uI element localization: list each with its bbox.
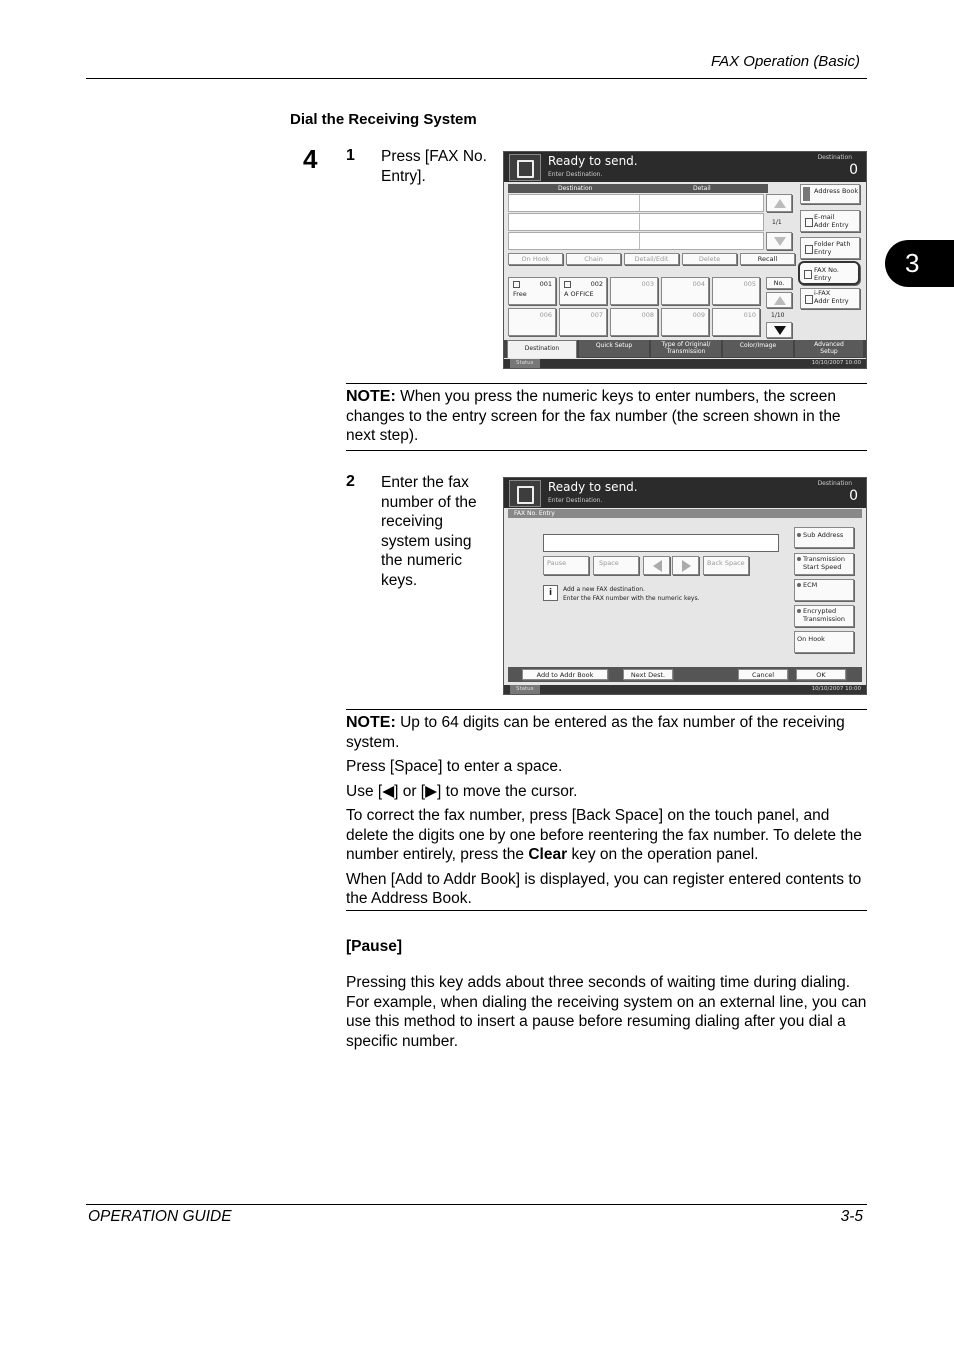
ifax-label-line2: Addr Entry bbox=[814, 297, 849, 305]
cursor-text-post: ] to move the cursor. bbox=[437, 782, 578, 800]
triangle-left-icon: ◀ bbox=[382, 782, 395, 800]
tab-color-image[interactable]: Color/Image bbox=[723, 340, 793, 357]
status-bar bbox=[504, 685, 866, 694]
status-button[interactable]: Status bbox=[510, 685, 540, 694]
list-scroll-up-button[interactable] bbox=[766, 194, 792, 212]
one-touch-number: 005 bbox=[743, 280, 756, 288]
encrypted-transmission-button[interactable] bbox=[794, 605, 854, 627]
tab-adv-line1: Advanced bbox=[814, 341, 844, 348]
indicator-dot-icon bbox=[797, 557, 801, 561]
ecm-label: ECM bbox=[803, 581, 818, 589]
fax-number-entry-screen bbox=[503, 477, 867, 695]
fax-icon bbox=[513, 281, 520, 288]
one-touch-number: 004 bbox=[692, 280, 705, 288]
tab-quick-setup[interactable]: Quick Setup bbox=[579, 340, 649, 357]
email-label-line1: E-mail bbox=[814, 213, 835, 221]
fax-no-entry-bar bbox=[508, 509, 862, 518]
destination-count: 0 bbox=[849, 162, 858, 178]
datetime: 10/10/2007 10:00 bbox=[811, 686, 861, 692]
arrow-down-icon bbox=[774, 237, 786, 246]
cancel-button[interactable]: Cancel bbox=[738, 669, 788, 680]
arrow-down-icon bbox=[774, 326, 786, 335]
destination-row[interactable] bbox=[508, 232, 764, 250]
fax-number-input[interactable] bbox=[543, 534, 779, 552]
fax-label-line2: Entry bbox=[814, 274, 832, 282]
col-detail: Detail bbox=[693, 185, 711, 192]
screen-title: Ready to send. bbox=[548, 480, 638, 494]
send-icon bbox=[509, 480, 541, 507]
destination-count: 0 bbox=[849, 488, 858, 504]
fax-no-entry-label: FAX No. Entry bbox=[514, 510, 555, 517]
enc-label-line2: Transmission bbox=[803, 615, 845, 623]
ifax-label-line1: i-FAX bbox=[814, 289, 831, 297]
one-touch-number: 007 bbox=[590, 311, 603, 319]
one-touch-name: A OFFICE bbox=[564, 290, 594, 298]
note2-top-rule bbox=[346, 709, 867, 710]
sub-address-button[interactable] bbox=[794, 527, 854, 548]
note1-bottom-rule bbox=[346, 450, 867, 451]
tab-destination[interactable]: Destination bbox=[507, 340, 577, 358]
arrow-up-icon bbox=[774, 296, 786, 305]
col-destination: Destination bbox=[558, 185, 593, 192]
note2-label: NOTE: bbox=[346, 714, 396, 731]
fax-destination-screen bbox=[503, 151, 867, 369]
one-touch-number: 003 bbox=[641, 280, 654, 288]
arrow-left-icon bbox=[653, 560, 662, 572]
destination-list-header bbox=[508, 184, 768, 193]
one-touch-scroll-down-button[interactable] bbox=[766, 322, 792, 338]
one-touch-key[interactable] bbox=[661, 308, 709, 336]
screen-subtitle: Enter Destination. bbox=[548, 497, 603, 504]
one-touch-key[interactable] bbox=[559, 277, 607, 305]
one-touch-key[interactable] bbox=[508, 277, 556, 305]
note2-addr-text: When [Add to Addr Book] is displayed, you can register entered contents to the Address Book. bbox=[346, 870, 862, 907]
pause-button[interactable]: Pause bbox=[543, 556, 589, 575]
footer-left: OPERATION GUIDE bbox=[88, 1208, 232, 1225]
address-book-label: Address Book bbox=[814, 187, 859, 195]
sub-address-label: Sub Address bbox=[803, 531, 844, 539]
indicator-dot-icon bbox=[797, 609, 801, 613]
folder-path-entry-button[interactable] bbox=[800, 237, 860, 259]
note2-cursor-text bbox=[346, 782, 867, 802]
triangle-right-icon: ▶ bbox=[425, 782, 438, 800]
send-icon bbox=[509, 154, 541, 181]
on-hook-button[interactable]: On Hook bbox=[508, 253, 563, 265]
one-touch-page-indicator: 1/10 bbox=[771, 312, 785, 319]
email-addr-entry-button[interactable] bbox=[800, 210, 860, 232]
address-book-button[interactable] bbox=[800, 184, 860, 204]
info-line2: Enter the FAX number with the numeric keys. bbox=[563, 595, 700, 602]
destination-row[interactable] bbox=[508, 213, 764, 231]
indicator-dot-icon bbox=[797, 583, 801, 587]
cursor-text-mid: ] or [ bbox=[394, 782, 426, 800]
note2 bbox=[346, 713, 867, 909]
destination-label: Destination bbox=[817, 154, 852, 161]
chapter-tab: 3 bbox=[885, 240, 954, 287]
info-line1: Add a new FAX destination. bbox=[563, 586, 645, 593]
note1-label: NOTE: bbox=[346, 388, 396, 405]
one-touch-key[interactable] bbox=[508, 308, 556, 336]
tss-label-line1: Transmission bbox=[803, 555, 845, 563]
note1-top-rule bbox=[346, 383, 867, 384]
datetime: 10/10/2007 10:00 bbox=[811, 360, 861, 366]
back-space-button[interactable]: Back Space bbox=[703, 556, 749, 575]
substep1-text: Press [FAX No. Entry]. bbox=[381, 148, 487, 185]
indicator-dot-icon bbox=[797, 533, 801, 537]
folder-icon bbox=[805, 245, 813, 254]
folder-label-line1: Folder Path bbox=[814, 240, 851, 248]
screen-header bbox=[504, 152, 866, 182]
section-title: Dial the Receiving System bbox=[290, 111, 477, 128]
recall-button[interactable]: Recall bbox=[740, 253, 795, 265]
substep1-number: 1 bbox=[346, 147, 355, 164]
one-touch-scroll-up-button[interactable] bbox=[766, 292, 792, 308]
one-touch-key[interactable] bbox=[712, 308, 760, 336]
step-number: 4 bbox=[303, 144, 318, 174]
tab-type-of-original[interactable] bbox=[651, 340, 721, 357]
one-touch-key[interactable] bbox=[712, 277, 760, 305]
space-button[interactable]: Space bbox=[593, 556, 639, 575]
destination-row[interactable] bbox=[508, 194, 764, 212]
enc-label-line1: Encrypted bbox=[803, 607, 837, 615]
one-touch-number: 009 bbox=[692, 311, 705, 319]
one-touch-number: 008 bbox=[641, 311, 654, 319]
tab-adv-line2: Setup bbox=[820, 348, 838, 355]
substep2-text: Enter the fax number of the receiving system using the numeric keys. bbox=[381, 474, 477, 589]
one-touch-key[interactable] bbox=[559, 308, 607, 336]
one-touch-key[interactable] bbox=[661, 277, 709, 305]
cursor-text-pre: Use [ bbox=[346, 782, 383, 800]
fax-label-line1: FAX No. bbox=[814, 266, 839, 274]
cursor-left-button[interactable] bbox=[643, 556, 670, 575]
address-book-icon bbox=[803, 187, 810, 201]
no-button[interactable]: No. bbox=[766, 277, 792, 289]
header-rule bbox=[86, 78, 867, 79]
clear-key-name: Clear bbox=[528, 846, 568, 863]
transmission-start-speed-button[interactable] bbox=[794, 553, 854, 575]
one-touch-number: 001 bbox=[539, 280, 552, 288]
arrow-right-icon bbox=[682, 560, 691, 572]
add-to-addr-book-button[interactable]: Add to Addr Book bbox=[522, 669, 608, 680]
correct-text-post: key on the operation panel. bbox=[567, 846, 759, 863]
one-touch-number: 006 bbox=[539, 311, 552, 319]
on-hook-button[interactable]: On Hook bbox=[794, 631, 854, 653]
substep2-number: 2 bbox=[346, 473, 355, 490]
arrow-up-icon bbox=[774, 199, 786, 208]
ifax-addr-entry-button[interactable] bbox=[800, 288, 860, 309]
screen-subtitle: Enter Destination. bbox=[548, 171, 603, 178]
footer-page-number: 3-5 bbox=[840, 1208, 863, 1225]
info-icon: i bbox=[543, 585, 558, 601]
page-header-title: FAX Operation (Basic) bbox=[711, 53, 860, 70]
screen-title: Ready to send. bbox=[548, 154, 638, 168]
note2-text: Up to 64 digits can be entered as the fax number of the receiving system. bbox=[346, 714, 845, 751]
pause-heading: [Pause] bbox=[346, 938, 402, 955]
email-icon bbox=[805, 218, 813, 227]
one-touch-key[interactable] bbox=[610, 308, 658, 336]
email-label-line2: Addr Entry bbox=[814, 221, 849, 229]
fax-no-entry-button[interactable] bbox=[798, 261, 860, 285]
list-scroll-down-button[interactable] bbox=[766, 232, 792, 250]
tss-label-line2: Start Speed bbox=[803, 563, 842, 571]
ecm-button[interactable] bbox=[794, 579, 854, 601]
note2-space-text: Press [Space] to enter a space. bbox=[346, 758, 563, 775]
status-bar bbox=[504, 359, 866, 368]
screen-header bbox=[504, 478, 866, 508]
fax-icon bbox=[804, 270, 812, 279]
chain-button[interactable]: Chain bbox=[566, 253, 621, 265]
tab-type-line1: Type of Original/ bbox=[661, 341, 711, 348]
tab-advanced-setup[interactable] bbox=[795, 340, 863, 357]
pause-text: Pressing this key adds about three seconds of waiting time during dialing. For example, when dialing the receiving system on an external line, you can use this method to insert a pause before resuming dialing after you dial a specific number. bbox=[346, 974, 867, 1050]
destination-label: Destination bbox=[817, 480, 852, 487]
status-button[interactable]: Status bbox=[510, 359, 540, 368]
note2-bottom-rule bbox=[346, 910, 867, 911]
one-touch-key[interactable] bbox=[610, 277, 658, 305]
tab-type-line2: Transmission bbox=[666, 348, 706, 355]
ifax-icon bbox=[805, 295, 813, 304]
note2-correct-text bbox=[346, 806, 867, 865]
footer-rule bbox=[86, 1204, 867, 1205]
fax-icon bbox=[564, 281, 571, 288]
list-page-indicator: 1/1 bbox=[772, 219, 782, 226]
cursor-right-button[interactable] bbox=[672, 556, 699, 575]
delete-button[interactable]: Delete bbox=[682, 253, 737, 265]
one-touch-number: 002 bbox=[590, 280, 603, 288]
note1 bbox=[346, 387, 867, 446]
one-touch-number: 010 bbox=[743, 311, 756, 319]
detail-edit-button[interactable]: Detail/Edit bbox=[624, 253, 679, 265]
one-touch-name: Free bbox=[513, 290, 527, 298]
folder-label-line2: Entry bbox=[814, 248, 832, 256]
next-dest-button[interactable]: Next Dest. bbox=[623, 669, 673, 680]
ok-button[interactable]: OK bbox=[796, 669, 846, 680]
correct-text-pre: To correct the fax number, press [Back Space] on the touch panel, and delete the digits one by one before reentering the fax number. To delete the number entirely, press the bbox=[346, 807, 862, 863]
note1-text: When you press the numeric keys to enter numbers, the screen changes to the entry screen for the fax number (the screen shown in the next step). bbox=[346, 388, 841, 444]
